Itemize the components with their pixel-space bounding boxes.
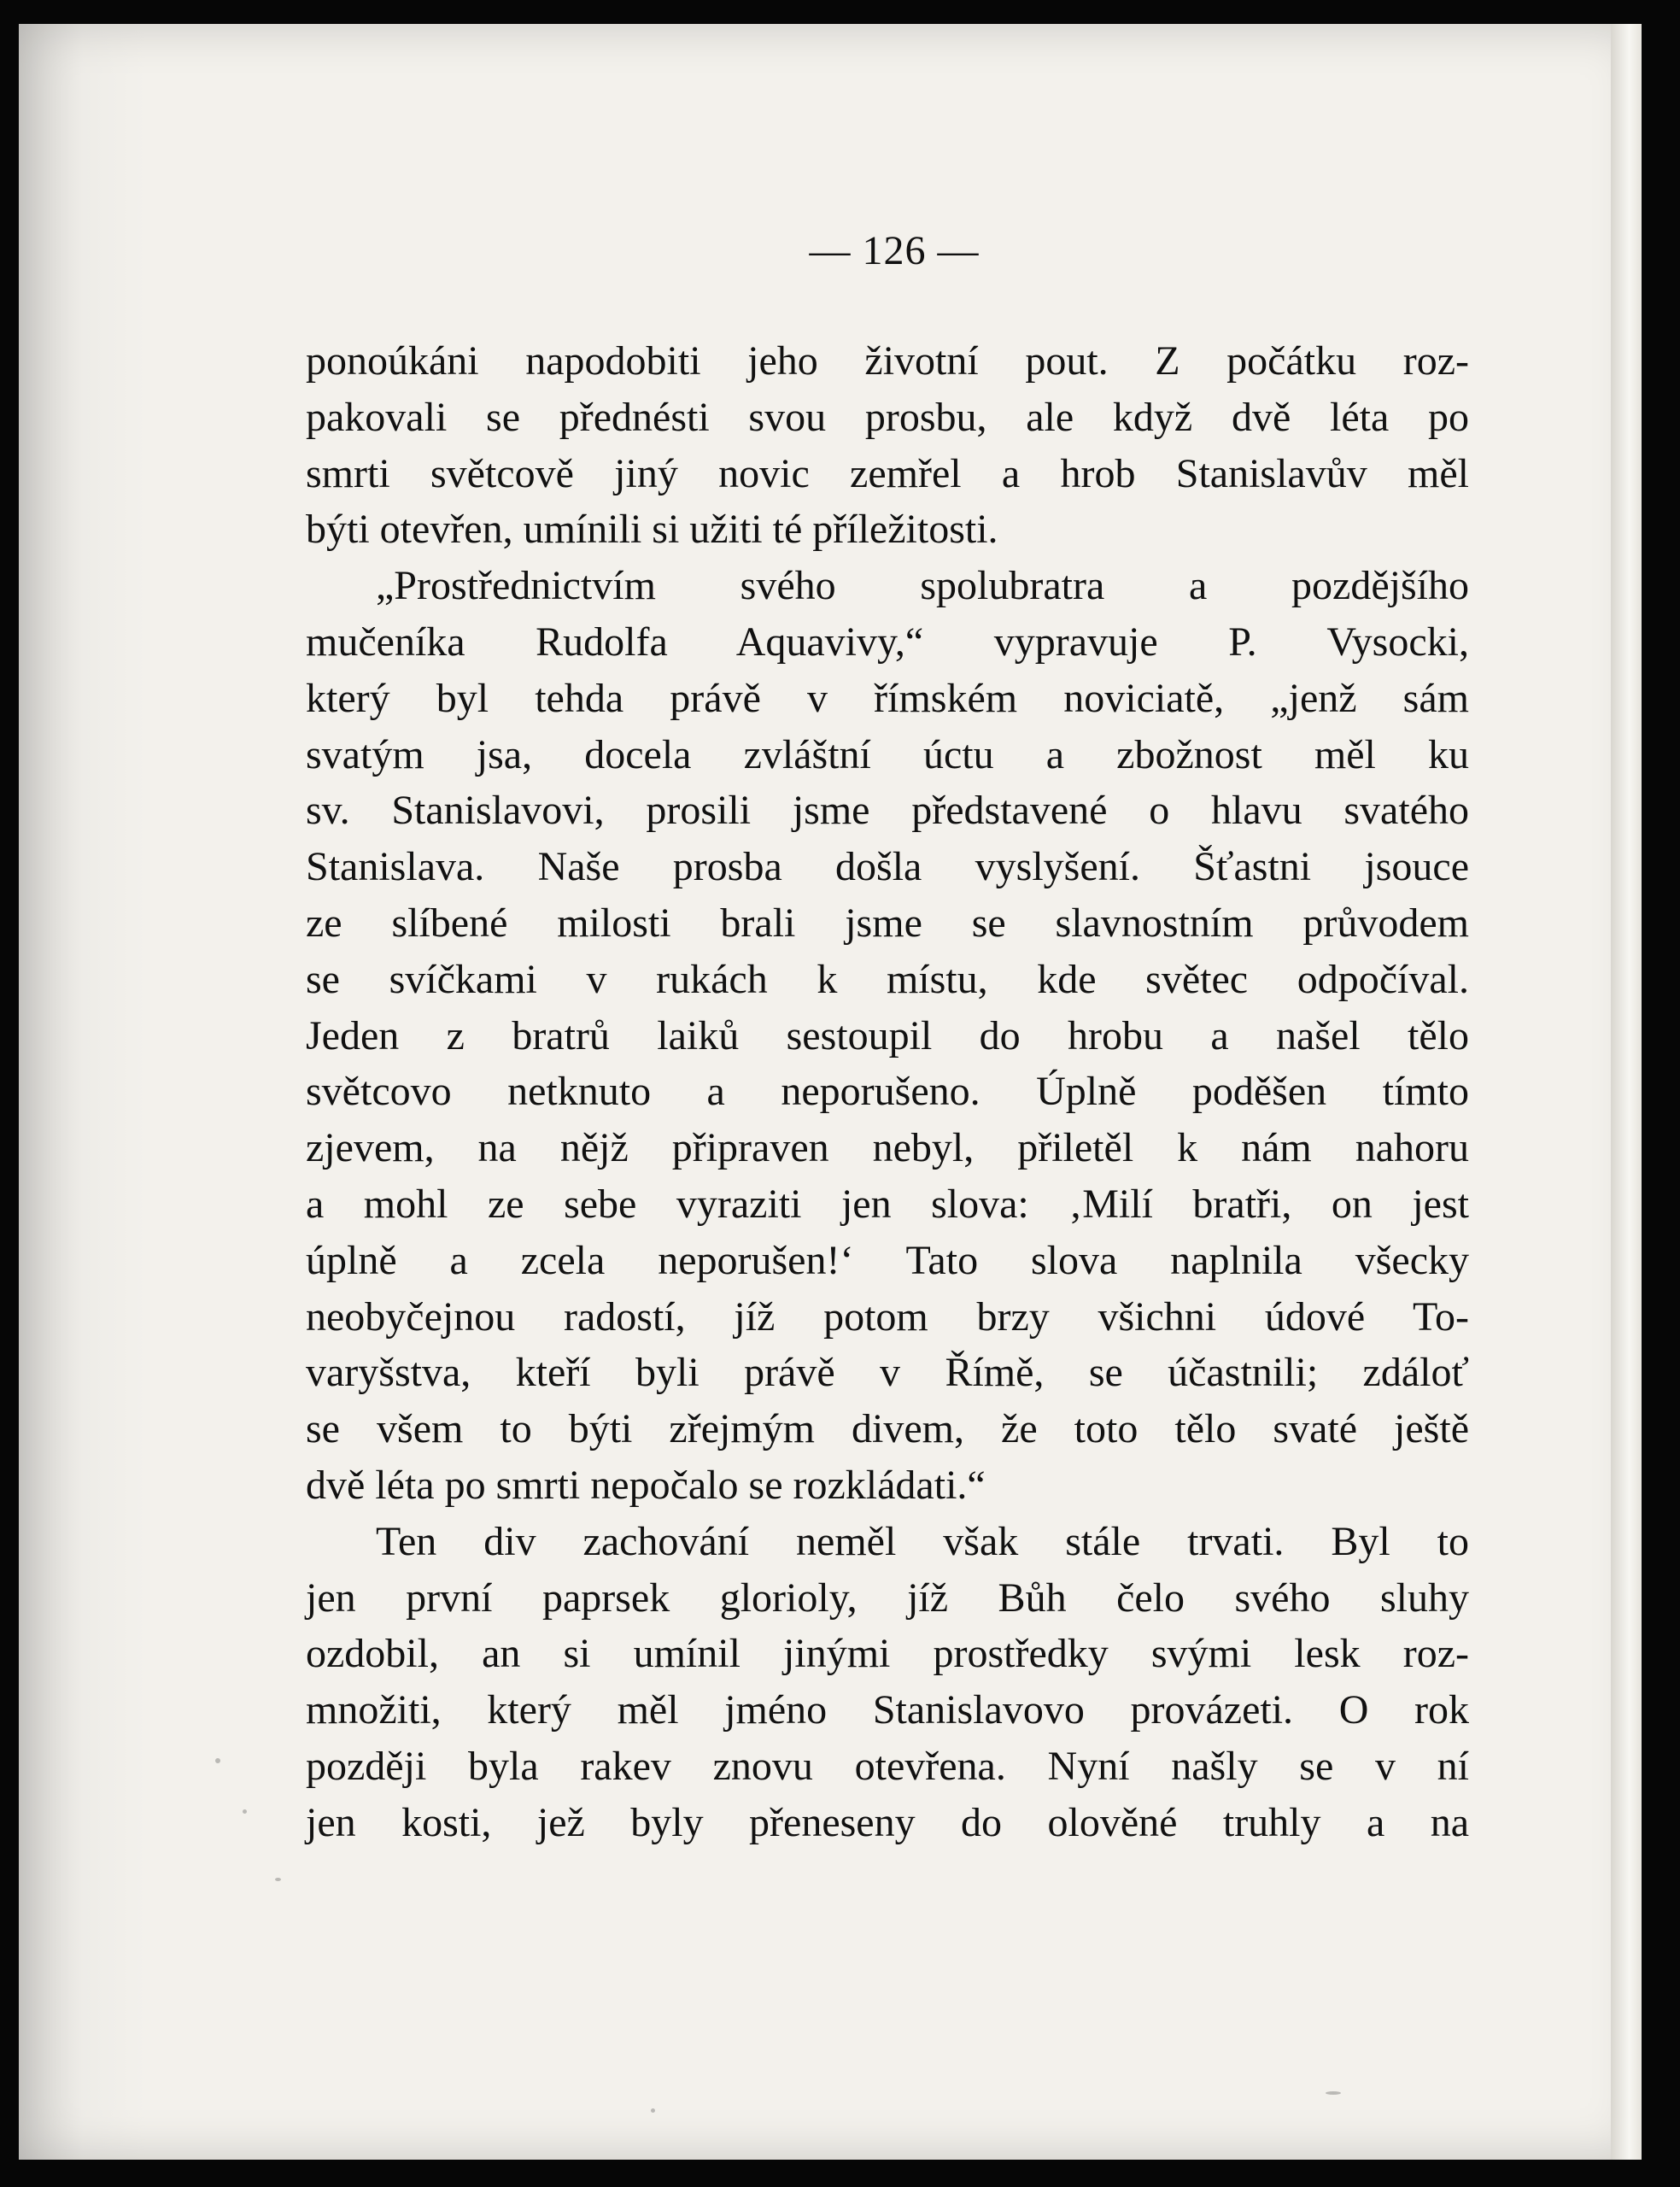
- text-line: se svíčkami v rukách k místu, kde světec odpočíval.: [306, 956, 1469, 1002]
- text-line: světcovo netknuto a neporušeno. Úplně poděšen tímto: [306, 1069, 1469, 1115]
- text-line: neobyčejnou radostí, jíž potom brzy všichni údové To-: [306, 1293, 1469, 1340]
- text-line: úplně a zcela neporušen!‘ Tato slova naplnila všecky: [306, 1237, 1469, 1283]
- text-line: zjevem, na nějž připraven nebyl, přiletěl k nám nahoru: [306, 1125, 1469, 1171]
- text-line: ponoúkáni napodobiti jeho životní pout. Z počátku roz-: [306, 338, 1469, 384]
- body-text: [306, 333, 1469, 1851]
- text-line: množiti, který měl jméno Stanislavovo provázeti. O rok: [306, 1687, 1469, 1733]
- text-line: ze slíbené milosti brali jsme se slavnostním průvodem: [306, 900, 1469, 946]
- scan-speck: [215, 1758, 220, 1763]
- text-line: který byl tehda právě v římském noviciatě, „jenž sám: [306, 675, 1469, 721]
- page-number: — 126 —: [809, 228, 980, 273]
- scan-speck: [275, 1878, 281, 1881]
- scan-speck: [651, 2108, 655, 2113]
- text-line: býti otevřen, umínili si užiti té příležitosti.: [306, 507, 998, 553]
- text-line: jen kosti, jež byly přeneseny do olověné truhly a na: [306, 1799, 1469, 1845]
- page-spine-edge: [1611, 24, 1642, 2160]
- scan-speck: [243, 1809, 247, 1814]
- text-line: smrti světcově jiný novic zemřel a hrob Stanislavův měl: [306, 450, 1469, 496]
- text-line: a mohl ze sebe vyraziti jen slova: ‚Milí bratři, on jest: [306, 1181, 1469, 1227]
- text-line: se všem to býti zřejmým divem, že toto tělo svaté ještě: [306, 1406, 1469, 1452]
- text-line: Ten div zachování neměl však stále trvati. Byl to: [376, 1518, 1469, 1564]
- scan-speck: [1326, 2091, 1341, 2095]
- text-line: ozdobil, an si umínil jinými prostředky svými lesk roz-: [306, 1631, 1469, 1677]
- text-line: Jeden z bratrů laiků sestoupil do hrobu a našel tělo: [306, 1012, 1469, 1058]
- text-line: později byla rakev znovu otevřena. Nyní našly se v ní: [306, 1743, 1469, 1789]
- text-line: svatým jsa, docela zvláštní úctu a zbožnost měl ku: [306, 731, 1469, 777]
- book-page: [19, 24, 1642, 2160]
- text-line: sv. Stanislavovi, prosili jsme představené o hlavu svatého: [306, 788, 1469, 834]
- text-line: „Prostřednictvím svého spolubratra a pozdějšího: [376, 563, 1469, 609]
- text-line: varyšstva, kteří byli právě v Římě, se účastnili; zdáloť: [306, 1350, 1469, 1396]
- text-line: jen první paprsek glorioly, jíž Bůh čelo svého sluhy: [306, 1574, 1469, 1621]
- text-line: mučeníka Rudolfa Aquavivy,“ vypravuje P. Vysocki,: [306, 619, 1469, 665]
- text-line: pakovali se přednésti svou prosbu, ale když dvě léta po: [306, 394, 1469, 440]
- text-line: dvě léta po smrti nepočalo se rozkládati.“: [306, 1462, 986, 1508]
- page-edge-shadow: [19, 24, 147, 2160]
- text-line: Stanislava. Naše prosba došla vyslyšení. Šťastni jsouce: [306, 844, 1469, 890]
